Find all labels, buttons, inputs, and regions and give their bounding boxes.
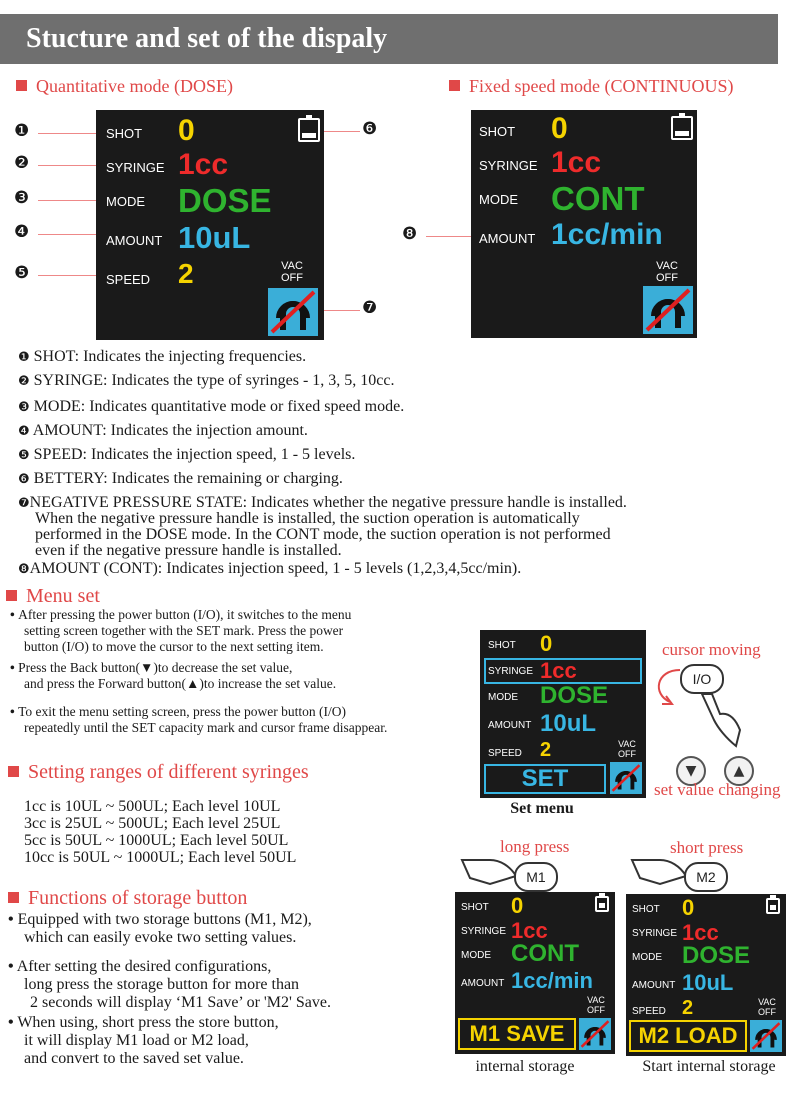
dose-header-text: Quantitative mode (DOSE) xyxy=(36,76,233,96)
callout-line xyxy=(38,234,98,235)
menu-p2b xyxy=(10,676,387,692)
desc-text: AMOUNT (CONT): Indicates injection speed, 1 - 5 levels (1,2,3,4,5cc/min). xyxy=(29,560,522,577)
menu-caption: Set menu xyxy=(510,800,574,817)
io-button[interactable]: I/O xyxy=(680,664,724,694)
mode-label: MODE xyxy=(632,952,662,963)
shot-value: 0 xyxy=(682,895,695,920)
menu-section-header xyxy=(6,585,100,608)
storage-header-text: Functions of storage button xyxy=(28,887,248,909)
menu-p1: • After pressing the power button (I/O), it switches to the menu xyxy=(10,607,352,622)
text-line: which can easily evoke two setting values. xyxy=(24,929,297,946)
vac-status xyxy=(647,260,687,284)
callout-line xyxy=(38,200,98,201)
desc-text: MODE: Indicates quantitative mode or fixed speed mode. xyxy=(33,398,405,415)
callout-6: ❻ xyxy=(362,119,378,139)
range-item: 5cc is 50UL ~ 1000UL; Each level 50UL xyxy=(24,832,289,849)
desc-text: SYRINGE: Indicates the type of syringes - 1, 3, 5, 10cc. xyxy=(33,372,395,389)
battery-icon xyxy=(298,118,320,142)
mode-label: MODE xyxy=(461,950,491,961)
vac-line2: OFF xyxy=(758,1006,776,1017)
text-line: and convert to the saved set value. xyxy=(24,1050,244,1067)
ranges-section-header xyxy=(8,761,309,784)
amount-value: 10uL xyxy=(178,220,251,255)
speed-value: 2 xyxy=(178,258,194,289)
desc-num: ❺ xyxy=(18,448,30,463)
shot-value: 0 xyxy=(178,114,195,147)
mode-label: MODE xyxy=(106,194,145,209)
bullet: • xyxy=(8,1014,14,1031)
vac-off-icon xyxy=(579,1018,611,1050)
text-line: and press the Forward button( xyxy=(24,676,186,691)
vac-line2: OFF xyxy=(587,1004,605,1015)
text-line: long press the storage button for more than xyxy=(24,976,300,993)
short-press-label: short press xyxy=(670,838,744,857)
pressing-hand-icon xyxy=(460,848,520,888)
mode-value: DOSE xyxy=(178,182,272,219)
m2-load-banner: M2 LOAD xyxy=(629,1020,747,1052)
m1-button[interactable]: M1 xyxy=(514,862,558,892)
shot-label: SHOT xyxy=(461,902,489,913)
forward-button[interactable]: ▲ xyxy=(724,756,754,786)
amount-label: AMOUNT xyxy=(461,978,505,989)
storage-b1 xyxy=(8,911,331,929)
amount-value: 1cc/min xyxy=(551,218,663,251)
text-line: Equipped with two storage buttons (M1, M2), xyxy=(17,911,312,928)
desc-text: NEGATIVE PRESSURE STATE: Indicates whether the negative pressure handle is installed. xyxy=(29,494,627,511)
menu-p3: • To exit the menu setting screen, press the power button (I/O) xyxy=(10,704,346,719)
vac-status xyxy=(581,996,611,1016)
syringe-label: SYRINGE xyxy=(488,666,534,677)
callout-line xyxy=(38,133,98,134)
set-mark: SET xyxy=(484,764,606,794)
text-line: repeatedly until the SET capacity mark and cursor frame disappear. xyxy=(24,720,388,735)
description-item xyxy=(18,471,627,495)
text-line: it will display M1 load or M2 load, xyxy=(24,1032,249,1049)
storage-b3 xyxy=(8,1014,331,1032)
callout-1: ❶ xyxy=(14,121,30,141)
desc-text: SPEED: Indicates the injection speed, 1 - 5 levels. xyxy=(33,446,356,463)
amount-value: 1cc/min xyxy=(511,968,593,993)
pressing-hand-icon xyxy=(630,848,690,888)
text-line: 2 seconds will display ‘M1 Save’ or 'M2' Save. xyxy=(30,994,331,1011)
callout-line xyxy=(322,310,360,311)
text-line: )to decrease the set value, xyxy=(153,660,293,675)
mode-value: DOSE xyxy=(540,682,609,709)
shot-label: SHOT xyxy=(632,904,660,915)
m2-display-screen xyxy=(626,894,786,1056)
menu-p2: • Press the Back button(▼)to decrease the set value, xyxy=(10,660,293,675)
desc-text: BETTERY: Indicates the remaining or charging. xyxy=(33,470,343,487)
speed-value: 2 xyxy=(682,997,694,1019)
vac-off-icon xyxy=(750,1020,782,1052)
description-item xyxy=(18,511,627,527)
battery-icon xyxy=(766,898,780,914)
battery-icon xyxy=(595,896,609,912)
range-item: 10cc is 50UL ~ 1000UL; Each level 50UL xyxy=(24,849,297,866)
description-item xyxy=(18,373,627,399)
cont-header-text: Fixed speed mode (CONTINUOUS) xyxy=(469,76,734,96)
vac-line1: VAC xyxy=(618,739,636,749)
desc-text: SHOT: Indicates the injecting frequencies. xyxy=(33,348,307,365)
cont-section-header xyxy=(449,76,733,97)
syringe-value: 1cc xyxy=(511,918,548,943)
set-value-changing-label: set value changing xyxy=(654,780,781,799)
text-line: After setting the desired configurations, xyxy=(16,958,272,975)
desc-num: ❽ xyxy=(18,562,30,577)
vac-status xyxy=(612,740,642,760)
vac-line2: OFF xyxy=(281,272,303,285)
shot-label: SHOT xyxy=(479,124,516,139)
speed-label: SPEED xyxy=(106,272,151,287)
shot-value: 0 xyxy=(540,631,553,656)
speed-value: 2 xyxy=(540,739,552,761)
vac-off-icon xyxy=(268,288,318,336)
callout-line xyxy=(38,165,98,166)
mode-label: MODE xyxy=(488,692,518,703)
dose-section-header xyxy=(16,76,233,97)
desc-num: ❶ xyxy=(18,350,30,365)
shot-value: 0 xyxy=(511,893,524,918)
text-line: To exit the menu setting screen, press the power button (I/O) xyxy=(18,704,346,719)
syringe-label: SYRINGE xyxy=(461,926,507,937)
shot-value: 0 xyxy=(551,112,568,145)
storage-b2 xyxy=(8,958,331,976)
callout-8: ❽ xyxy=(402,224,418,244)
callout-line xyxy=(322,131,360,132)
callout-2: ❷ xyxy=(14,153,30,173)
description-item xyxy=(18,561,627,581)
desc-text: even if the negative pressure handle is installed. xyxy=(35,542,342,559)
ranges-header-text: Setting ranges of different syringes xyxy=(28,761,309,783)
mode-label: MODE xyxy=(479,192,518,207)
desc-text: When the negative pressure handle is installed, the suction operation is automatically xyxy=(35,510,580,527)
description-item xyxy=(18,423,627,447)
vac-line2: OFF xyxy=(656,272,678,285)
text-line: When using, short press the store button, xyxy=(17,1014,279,1031)
desc-num: ❼ xyxy=(18,496,30,511)
description-item xyxy=(18,399,627,423)
desc-text: performed in the DOSE mode. In the CONT mode, the suction operation is not performed xyxy=(35,526,611,543)
battery-icon xyxy=(671,116,693,140)
m1-display-screen xyxy=(455,892,615,1054)
syringe-value: 1cc xyxy=(540,658,577,683)
desc-num: ❸ xyxy=(18,400,30,415)
bullet: • xyxy=(8,911,14,928)
amount-value: 10uL xyxy=(540,710,597,737)
back-button[interactable]: ▼ xyxy=(676,756,706,786)
desc-num: ❹ xyxy=(18,424,30,439)
bullet: • xyxy=(8,958,14,975)
description-list xyxy=(18,349,627,581)
vac-off-icon xyxy=(643,286,693,334)
long-press-label: long press xyxy=(500,837,570,856)
vac-line1: VAC xyxy=(656,260,678,272)
text-line: )to increase the set value. xyxy=(199,676,337,691)
m1-caption: internal storage xyxy=(475,1058,575,1075)
mode-value: DOSE xyxy=(682,942,751,969)
shot-label: SHOT xyxy=(106,126,143,141)
down-triangle-icon: ▼ xyxy=(139,660,154,675)
vac-line1: VAC xyxy=(587,995,605,1005)
description-item xyxy=(18,527,627,543)
page-title-banner: Stucture and set of the dispaly xyxy=(0,14,778,64)
mode-value: CONT xyxy=(511,940,579,967)
vac-line1: VAC xyxy=(758,997,776,1007)
dose-display-screen xyxy=(96,110,324,340)
speed-label: SPEED xyxy=(488,748,522,759)
vac-status xyxy=(272,260,312,284)
desc-num: ❷ xyxy=(18,374,30,389)
shot-label: SHOT xyxy=(488,640,516,651)
menu-display-screen xyxy=(480,630,646,798)
syringe-label: SYRINGE xyxy=(106,160,165,175)
range-item: 1cc is 10UL ~ 500UL; Each level 10UL xyxy=(24,798,281,815)
syringe-value: 1cc xyxy=(682,920,719,945)
amount-label: AMOUNT xyxy=(106,233,163,248)
m1-save-banner: M1 SAVE xyxy=(458,1018,576,1050)
callout-3: ❸ xyxy=(14,188,30,208)
storage-section-header xyxy=(8,887,247,910)
amount-label: AMOUNT xyxy=(488,720,532,731)
callout-line xyxy=(426,236,476,237)
text-line: setting screen together with the SET mark. Press the power xyxy=(24,623,344,638)
range-item: 3cc is 25UL ~ 500UL; Each level 25UL xyxy=(24,815,281,832)
callout-4: ❹ xyxy=(14,222,30,242)
up-triangle-icon: ▲ xyxy=(185,676,200,691)
description-item xyxy=(18,543,627,561)
syringe-value: 1cc xyxy=(178,148,229,181)
menu-header-text: Menu set xyxy=(26,585,100,607)
vac-line2: OFF xyxy=(618,748,636,759)
callout-7: ❼ xyxy=(362,298,378,318)
text-line: button (I/O) to move the cursor to the next setting item. xyxy=(24,639,324,654)
m2-button[interactable]: M2 xyxy=(684,862,728,892)
menu-instructions xyxy=(10,607,387,736)
vac-line1: VAC xyxy=(281,260,303,272)
syringe-value: 1cc xyxy=(551,146,602,179)
m2-caption: Start internal storage xyxy=(642,1058,776,1075)
pointing-hand-icon xyxy=(696,690,742,750)
vac-status xyxy=(752,998,782,1018)
cursor-moving-label: cursor moving xyxy=(662,640,761,659)
description-item xyxy=(18,495,627,511)
amount-label: AMOUNT xyxy=(479,231,536,246)
speed-label: SPEED xyxy=(632,1006,666,1017)
vac-off-icon xyxy=(610,762,642,794)
syringe-label: SYRINGE xyxy=(479,158,538,173)
ranges-list xyxy=(24,798,296,866)
callout-5: ❺ xyxy=(14,263,30,283)
syringe-label: SYRINGE xyxy=(632,928,678,939)
description-item xyxy=(18,349,627,373)
description-item xyxy=(18,447,627,471)
mode-value: CONT xyxy=(551,180,645,217)
cont-display-screen xyxy=(471,110,697,338)
text-line: Press the Back button( xyxy=(18,660,140,675)
desc-text: AMOUNT: Indicates the injection amount. xyxy=(32,422,308,439)
text-line: After pressing the power button (I/O), it switches to the menu xyxy=(18,607,352,622)
callout-line xyxy=(38,275,98,276)
storage-instructions xyxy=(8,911,331,1068)
amount-value: 10uL xyxy=(682,970,734,995)
desc-num: ❻ xyxy=(18,472,30,487)
amount-label: AMOUNT xyxy=(632,980,676,991)
